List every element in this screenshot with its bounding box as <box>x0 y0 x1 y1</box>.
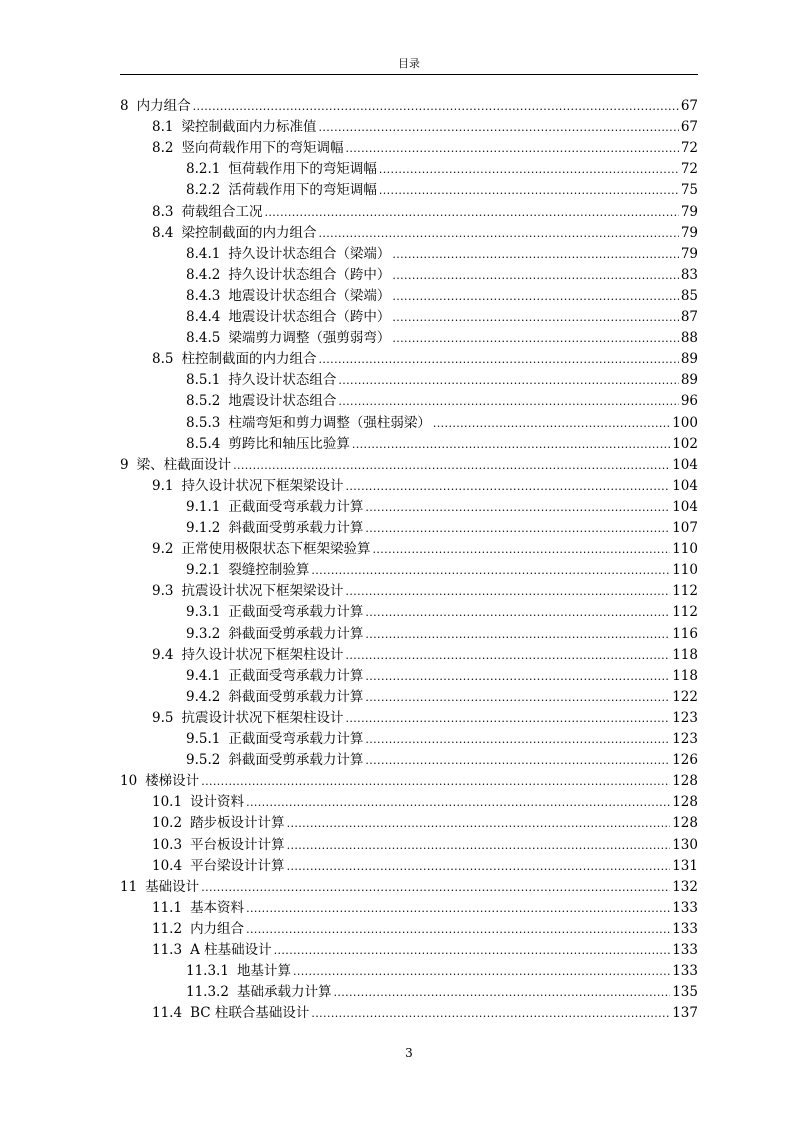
toc-entry[interactable] <box>152 223 698 243</box>
toc-entry-number: 8.2.1 <box>186 161 221 178</box>
toc-entry-number: 9.3.1 <box>186 604 221 621</box>
toc-dot-leader <box>345 139 678 159</box>
toc-entry-title: 内力组合 <box>190 920 245 937</box>
toc-entry-number: 9.4.2 <box>186 688 221 705</box>
toc-entry-title: 内力组合 <box>136 98 191 114</box>
toc-dot-leader <box>365 625 670 645</box>
toc-entry[interactable] <box>152 792 698 812</box>
toc-entry-title: 竖向荷载作用下的弯矩调幅 <box>181 140 344 157</box>
toc-entry-number: 9.3.2 <box>186 625 221 642</box>
toc-entry-title: 梁端剪力调整（强剪弱弯） <box>228 330 391 347</box>
toc-entry[interactable] <box>120 771 698 791</box>
toc-entry-page: 89 <box>680 351 698 368</box>
toc-dot-leader <box>372 540 670 560</box>
toc-dot-leader <box>392 308 678 328</box>
toc-entry[interactable] <box>186 687 698 707</box>
toc-entry-page: 110 <box>672 541 698 558</box>
page-header-title: 目录 <box>398 57 420 70</box>
toc-entry-title: 梁、柱截面设计 <box>136 456 232 473</box>
toc-entry-number: 9.5.1 <box>186 731 221 747</box>
toc-entry-title: 裂缝控制验算 <box>228 562 310 579</box>
toc-entry-number: 11.1 <box>152 899 183 916</box>
toc-entry-page: 96 <box>680 393 698 410</box>
toc-entry-page: 104 <box>672 498 698 515</box>
toc-entry-number: 9.4 <box>152 646 174 663</box>
toc-entry-number: 8.1 <box>152 119 174 136</box>
toc-entry[interactable] <box>152 708 698 728</box>
toc-entry[interactable] <box>152 813 698 833</box>
toc-dot-leader <box>365 498 670 518</box>
toc-entry[interactable] <box>152 202 698 222</box>
toc-entry[interactable] <box>186 244 698 264</box>
toc-entry-title: 基础承载力计算 <box>236 984 332 1001</box>
toc-entry[interactable] <box>186 265 698 285</box>
toc-entry-page: 85 <box>680 287 698 304</box>
toc-entry-title: 正截面受弯承载力计算 <box>228 731 364 747</box>
toc-entry-number: 8.4.4 <box>186 309 221 325</box>
toc-entry[interactable] <box>186 961 698 981</box>
toc-entry[interactable] <box>186 434 698 454</box>
toc-dot-leader <box>193 97 679 117</box>
toc-entry-number: 9.2.1 <box>186 562 221 579</box>
toc-entry-title: 柱控制截面的内力组合 <box>181 351 317 368</box>
toc-entry-number: 8.5.2 <box>186 393 221 410</box>
toc-entry-title: 地震设计状态组合（跨中） <box>228 309 391 325</box>
toc-entry-number: 8.4.5 <box>186 330 221 347</box>
toc-entry-number: 11 <box>120 878 138 895</box>
toc-entry-page: 75 <box>680 182 698 199</box>
toc-dot-leader <box>274 941 671 961</box>
toc-dot-leader <box>264 203 678 223</box>
toc-entry-title: 梁控制截面的内力组合 <box>181 224 317 241</box>
toc-entry-number: 8.2 <box>152 140 174 157</box>
toc-dot-leader <box>293 962 670 982</box>
toc-dot-leader <box>365 667 670 687</box>
toc-entry-number: 9.1.1 <box>186 498 221 515</box>
toc-dot-leader <box>345 646 670 666</box>
toc-entry-title: A 柱基础设计 <box>190 942 272 958</box>
toc-dot-leader <box>311 1004 670 1024</box>
toc-dot-leader <box>392 266 678 286</box>
toc-entry[interactable] <box>186 328 698 348</box>
toc-entry-title: 恒荷载作用下的弯矩调幅 <box>228 161 377 178</box>
toc-entry-page: 100 <box>672 414 698 431</box>
toc-entry[interactable] <box>152 835 698 855</box>
toc-entry[interactable] <box>152 898 698 918</box>
toc-entry-title: 楼梯设计 <box>145 773 200 790</box>
toc-entry-title: 斜截面受剪承载力计算 <box>228 752 364 769</box>
toc-entry-number: 10.4 <box>152 857 183 874</box>
toc-dot-leader <box>246 793 670 813</box>
toc-dot-leader <box>287 814 671 834</box>
toc-entry[interactable] <box>186 497 698 517</box>
toc-entry-title: 正截面受弯承载力计算 <box>228 667 364 684</box>
toc-entry-page: 88 <box>680 330 698 347</box>
toc-dot-leader <box>287 857 671 877</box>
toc-entry-title: 斜截面受剪承载力计算 <box>228 688 364 705</box>
toc-entry-page: 128 <box>672 815 698 832</box>
toc-entry[interactable] <box>120 96 698 116</box>
toc-dot-leader <box>246 920 670 940</box>
toc-entry[interactable] <box>152 856 698 876</box>
toc-entry[interactable] <box>152 581 698 601</box>
toc-entry-page: 83 <box>680 266 698 283</box>
toc-entry-number: 8.3 <box>152 203 174 220</box>
toc-dot-leader <box>365 603 670 623</box>
toc-entry-title: 梁控制截面内力标准值 <box>181 119 317 136</box>
toc-entry-title: 持久设计状况下框架梁设计 <box>181 477 344 494</box>
toc-entry[interactable] <box>152 349 698 369</box>
toc-entry-title: 平台板设计计算 <box>190 836 285 853</box>
toc-entry-number: 10.1 <box>152 794 183 811</box>
toc-entry-title: 活荷载作用下的弯矩调幅 <box>228 182 377 199</box>
toc-entry[interactable] <box>186 666 698 686</box>
toc-dot-leader <box>365 688 670 708</box>
toc-entry-number: 8.5 <box>152 351 174 368</box>
toc-entry-number: 11.2 <box>152 920 183 937</box>
toc-entry-title: 柱端弯矩和剪力调整（强柱弱梁） <box>228 414 431 431</box>
toc-dot-leader <box>392 245 678 265</box>
toc-entry[interactable] <box>152 117 698 137</box>
toc-entry-page: 123 <box>672 731 698 747</box>
toc-entry-number: 11.3.1 <box>186 963 229 980</box>
toc-entry-number: 11.3 <box>152 942 183 958</box>
toc-entry-page: 79 <box>680 203 698 220</box>
toc-entry-page: 112 <box>672 583 698 600</box>
toc-entry-title: 持久设计状态组合 <box>228 372 337 389</box>
toc-entry-page: 72 <box>680 161 698 178</box>
toc-entry-number: 8.2.2 <box>186 182 221 199</box>
toc-entry-number: 8.5.4 <box>186 435 221 452</box>
toc-entry-page: 135 <box>672 984 698 1001</box>
toc-entry-title: 地震设计状态组合（梁端） <box>228 287 391 304</box>
toc-entry-title: 斜截面受剪承载力计算 <box>228 520 364 536</box>
toc-entry-number: 8.4.2 <box>186 266 221 283</box>
toc-entry-title: 踏步板设计计算 <box>190 815 285 832</box>
toc-entry-number: 8 <box>120 98 129 114</box>
toc-entry-page: 133 <box>672 963 698 980</box>
toc-entry-page: 133 <box>672 920 698 937</box>
toc-entry-title: 基本资料 <box>190 899 245 916</box>
toc-dot-leader <box>365 730 670 750</box>
toc-entry[interactable] <box>186 307 698 327</box>
toc-entry-title: 正常使用极限状态下框架梁验算 <box>181 541 371 558</box>
toc-entry[interactable] <box>186 560 698 580</box>
toc-entry-number: 8.4.3 <box>186 287 221 304</box>
toc-entry-page: 116 <box>672 625 698 642</box>
toc-entry[interactable] <box>152 539 698 559</box>
toc-entry[interactable] <box>152 940 698 960</box>
toc-entry-page: 79 <box>680 245 698 262</box>
toc-entry[interactable] <box>186 159 698 179</box>
toc-entry-title: 地震设计状态组合 <box>228 393 337 410</box>
toc-dot-leader <box>246 899 670 919</box>
toc-entry-title: 持久设计状况下框架柱设计 <box>181 646 344 663</box>
toc-entry-title: 荷载组合工况 <box>181 203 263 220</box>
toc-entry[interactable] <box>120 455 698 475</box>
toc-entry[interactable] <box>186 286 698 306</box>
toc-entry-page: 89 <box>680 372 698 389</box>
toc-entry-page: 104 <box>672 456 698 473</box>
toc-entry-number: 9 <box>120 456 129 473</box>
toc-entry[interactable] <box>186 370 698 390</box>
toc-dot-leader <box>365 519 670 539</box>
toc-entry-page: 72 <box>680 140 698 157</box>
toc-dot-leader <box>201 878 670 898</box>
toc-entry[interactable] <box>152 919 698 939</box>
toc-entry[interactable] <box>186 413 698 433</box>
toc-dot-leader <box>311 561 670 581</box>
toc-entry[interactable] <box>186 602 698 622</box>
toc-entry-page: 131 <box>672 857 698 874</box>
toc-entry-page: 132 <box>672 878 698 895</box>
toc-entry-number: 11.3.2 <box>186 984 229 1001</box>
toc-entry-number: 9.5 <box>152 709 174 726</box>
toc-entry-title: BC 柱联合基础设计 <box>190 1005 310 1022</box>
toc-entry-number: 10.3 <box>152 836 183 853</box>
toc-entry-title: 平台梁设计计算 <box>190 857 285 874</box>
toc-entry-number: 9.1 <box>152 477 174 494</box>
toc-entry[interactable] <box>186 391 698 411</box>
toc-entry-page: 107 <box>672 520 698 536</box>
toc-entry-title: 设计资料 <box>190 794 245 811</box>
toc-entry-page: 104 <box>672 477 698 494</box>
toc-entry-page: 130 <box>672 836 698 853</box>
toc-entry-page: 110 <box>672 562 698 579</box>
toc-entry-number: 9.3 <box>152 583 174 600</box>
toc-entry[interactable] <box>186 624 698 644</box>
toc-entry[interactable] <box>152 138 698 158</box>
toc-entry-number: 9.4.1 <box>186 667 221 684</box>
toc-entry-page: 133 <box>672 899 698 916</box>
toc-entry-page: 126 <box>672 752 698 769</box>
toc-dot-leader <box>287 836 671 856</box>
toc-entry-page: 67 <box>680 98 698 114</box>
toc-entry-page: 67 <box>680 119 698 136</box>
toc-entry-number: 8.4 <box>152 224 174 241</box>
toc-entry-title: 正截面受弯承载力计算 <box>228 604 364 621</box>
toc-entry-title: 持久设计状态组合（跨中） <box>228 266 391 283</box>
toc-dot-leader <box>345 709 670 729</box>
page-number: 3 <box>405 1046 413 1060</box>
toc-dot-leader <box>392 329 678 349</box>
toc-entry-number: 8.5.3 <box>186 414 221 431</box>
toc-entry[interactable] <box>186 982 698 1002</box>
toc-entry-page: 118 <box>672 646 698 663</box>
toc-dot-leader <box>318 350 678 370</box>
toc-entry-title: 地基计算 <box>236 963 291 980</box>
toc-dot-leader <box>379 160 679 180</box>
toc-entry[interactable] <box>186 180 698 200</box>
toc-dot-leader <box>318 118 678 138</box>
toc-dot-leader <box>338 392 678 412</box>
toc-entry[interactable] <box>152 645 698 665</box>
toc-entry-title: 正截面受弯承载力计算 <box>228 498 364 515</box>
toc-entry-page: 137 <box>672 1005 698 1022</box>
toc-entry-page: 79 <box>680 224 698 241</box>
toc-entry[interactable] <box>186 729 698 749</box>
toc-entry-page: 112 <box>672 604 698 621</box>
toc-entry[interactable] <box>152 1003 698 1023</box>
toc-entry-number: 9.5.2 <box>186 752 221 769</box>
toc-entry-number: 10.2 <box>152 815 183 832</box>
toc-entry-number: 8.5.1 <box>186 372 221 389</box>
toc-entry-title: 基础设计 <box>145 878 200 895</box>
header-divider <box>120 74 698 75</box>
toc-entry-number: 8.4.1 <box>186 245 221 262</box>
toc-entry-page: 123 <box>672 709 698 726</box>
toc-entry-page: 133 <box>672 942 698 958</box>
toc-entry-number: 10 <box>120 773 138 790</box>
toc-entry-number: 11.4 <box>152 1005 183 1022</box>
toc-entry-page: 118 <box>672 667 698 684</box>
toc-entry[interactable] <box>186 750 698 770</box>
toc-entry-title: 抗震设计状况下框架柱设计 <box>181 709 344 726</box>
toc-dot-leader <box>233 456 670 476</box>
toc-entry-page: 128 <box>672 773 698 790</box>
toc-dot-leader <box>392 287 678 307</box>
toc-entry-number: 9.1.2 <box>186 520 221 536</box>
toc-dot-leader <box>201 772 670 792</box>
toc-entry[interactable] <box>186 518 698 538</box>
toc-entry[interactable] <box>152 476 698 496</box>
toc-entry-page: 102 <box>672 435 698 452</box>
toc-entry-title: 斜截面受剪承载力计算 <box>228 625 364 642</box>
toc-dot-leader <box>318 224 678 244</box>
toc-entry-page: 122 <box>672 688 698 705</box>
toc-entry-page: 87 <box>680 309 698 325</box>
toc-entry-title: 持久设计状态组合（梁端） <box>228 245 391 262</box>
toc-dot-leader <box>345 582 670 602</box>
toc-entry-title: 抗震设计状况下框架梁设计 <box>181 583 344 600</box>
toc-dot-leader <box>379 181 679 201</box>
toc-dot-leader <box>345 477 670 497</box>
toc-entry[interactable] <box>120 877 698 897</box>
toc-entry-number: 9.2 <box>152 541 174 558</box>
toc-dot-leader <box>365 751 670 771</box>
toc-dot-leader <box>333 983 670 1003</box>
toc-dot-leader <box>338 371 678 391</box>
toc-entry-title: 剪跨比和轴压比验算 <box>228 435 350 452</box>
toc-entry-page: 128 <box>672 794 698 811</box>
toc-dot-leader <box>433 414 670 434</box>
toc-dot-leader <box>352 435 670 455</box>
